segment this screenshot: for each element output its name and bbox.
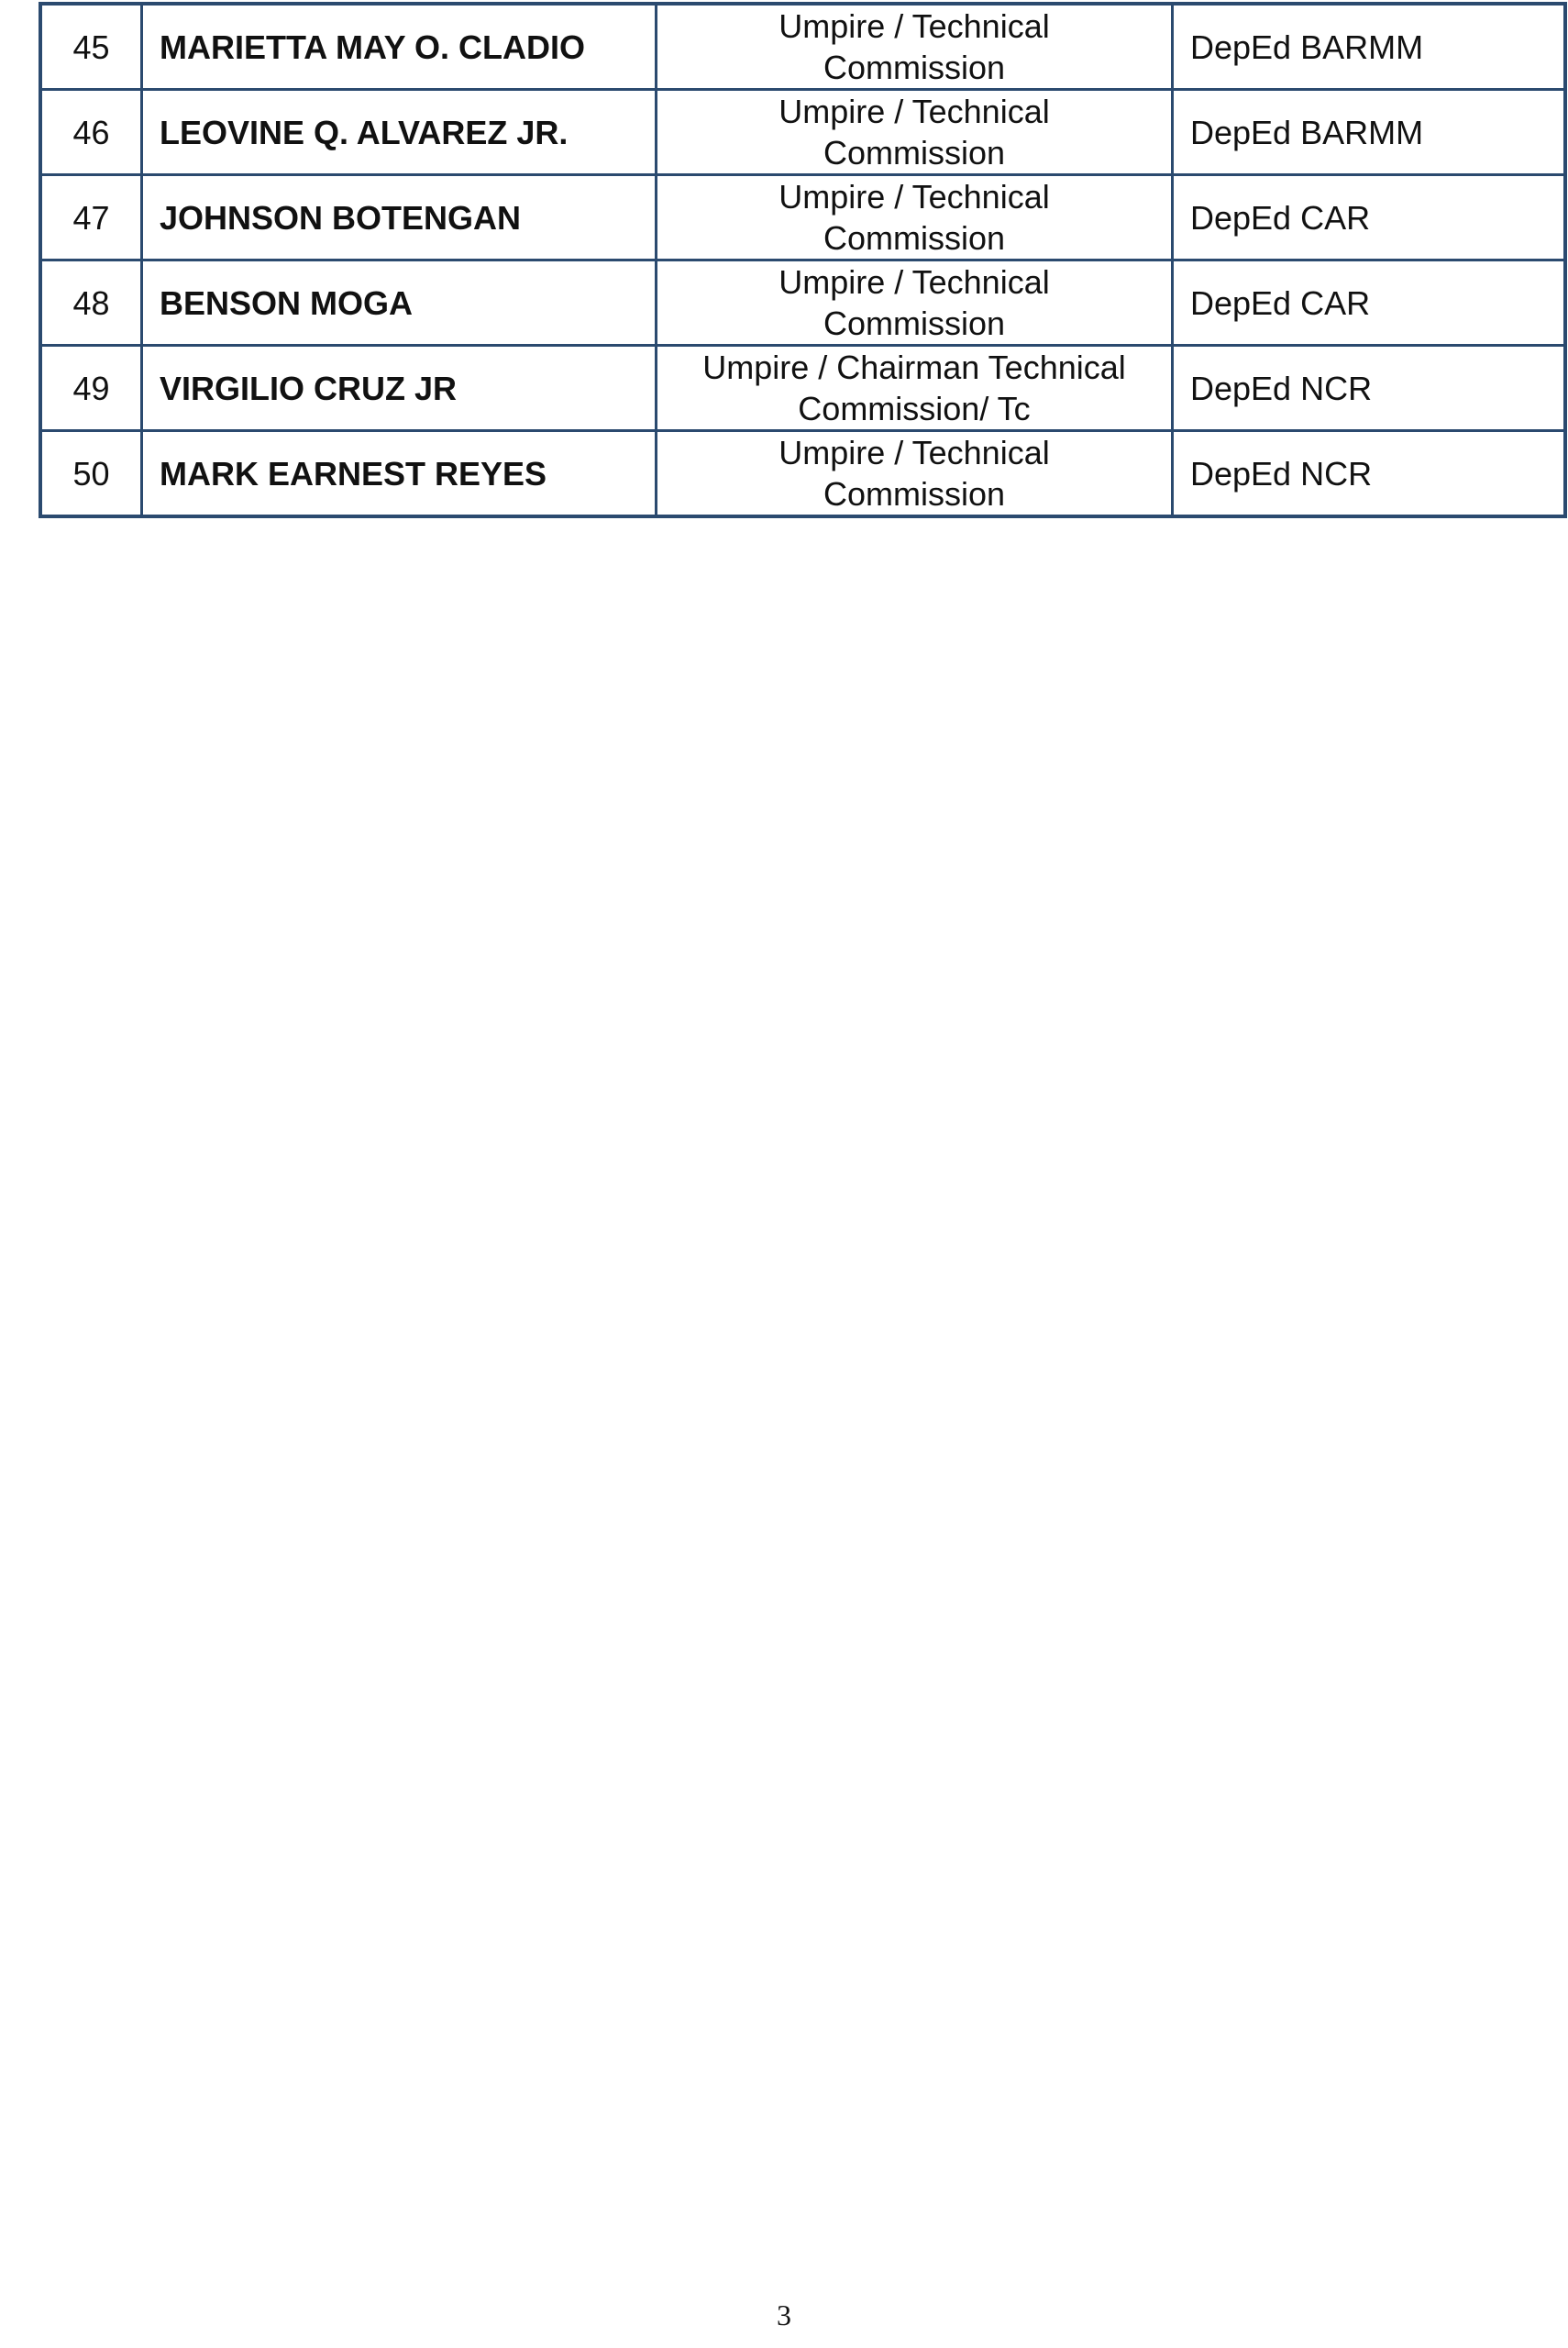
official-office: DepEd CAR [1173,175,1566,260]
table-row [40,90,1565,175]
official-name: MARIETTA MAY O. CLADIO [142,4,657,90]
official-office: DepEd NCR [1173,346,1566,431]
table-row [40,260,1565,346]
row-number: 50 [40,431,142,517]
official-office: DepEd NCR [1173,431,1566,517]
role-line-2: Commission [823,49,1006,86]
table-row [40,346,1565,431]
page-number: 3 [777,2298,791,2331]
role-line-1: Umpire / Technical [778,263,1050,301]
role-line-1: Umpire / Technical [778,178,1050,216]
official-name: VIRGILIO CRUZ JR [142,346,657,431]
official-role [657,431,1173,517]
officials-table [39,2,1567,518]
role-line-2: Commission [823,305,1006,342]
official-name: MARK EARNEST REYES [142,431,657,517]
row-number: 47 [40,175,142,260]
role-line-1: Umpire / Technical [778,434,1050,471]
official-role [657,260,1173,346]
official-office: DepEd BARMM [1173,90,1566,175]
role-line-1: Umpire / Chairman Technical [702,349,1126,386]
table-row [40,4,1565,90]
official-office: DepEd CAR [1173,260,1566,346]
role-line-2: Commission [823,134,1006,172]
role-line-2: Commission/ Tc [798,390,1031,427]
official-role [657,346,1173,431]
row-number: 48 [40,260,142,346]
official-name: JOHNSON BOTENGAN [142,175,657,260]
official-role [657,175,1173,260]
official-role [657,4,1173,90]
table-row [40,175,1565,260]
role-line-1: Umpire / Technical [778,7,1050,45]
officials-table-body [40,4,1565,516]
role-line-2: Commission [823,475,1006,513]
official-office: DepEd BARMM [1173,4,1566,90]
official-name: BENSON MOGA [142,260,657,346]
official-name: LEOVINE Q. ALVAREZ JR. [142,90,657,175]
role-line-1: Umpire / Technical [778,93,1050,130]
row-number: 49 [40,346,142,431]
row-number: 45 [40,4,142,90]
table-row [40,431,1565,517]
role-line-2: Commission [823,219,1006,257]
official-role [657,90,1173,175]
row-number: 46 [40,90,142,175]
